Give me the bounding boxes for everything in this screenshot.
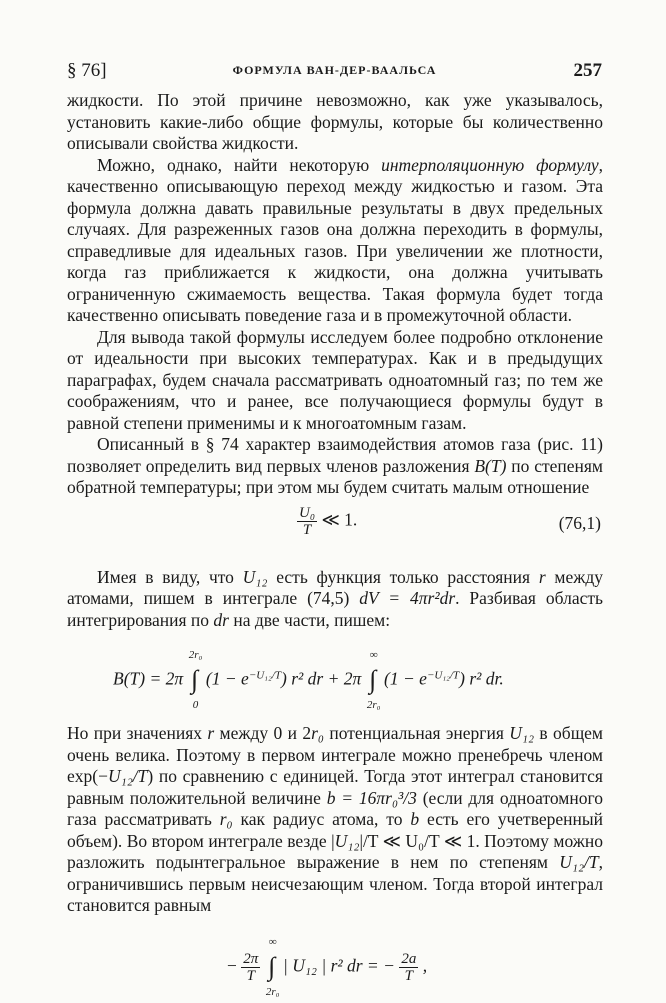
section-ref: § 76] [67, 60, 107, 81]
integral-sign: ∞ ∫ 2r₀ [265, 935, 280, 998]
page-number: 257 [573, 60, 602, 81]
fraction-u0-t: $\frac{\text{U₀}}{T}$ [299, 504, 316, 538]
emphasis-term: интерполяционную формулу [381, 154, 599, 175]
paragraph-3: Для вывода такой формулы исследуем более подробно отклонение от идеальности при высоких температурах. Как и в предыдущих параграфах, будем сначала рассматривать одноатомный газ; по тем же соображениям, что и ранее, все получающиеся формулы будут в равной степени применимы и к многоатомным газам. [67, 326, 603, 433]
integral-sign: 2r₀ ∫ 0 [188, 649, 203, 711]
paragraph-1: жидкости. По этой причине невозможно, как уже указывалось, установить какие-либо общие формулы, которые бы количественно описывали свойства жидкости. [67, 90, 603, 153]
equation-number: (76,1) [558, 512, 601, 533]
paragraph-4: Описанный в § 74 характер взаимодействия атомов газа (рис. 11) позволяет определить вид первых членов разложения B(T) по степеням обратной температуры; при этом мы будем считать малым отношение [67, 434, 603, 497]
equation-76-1: $\frac{\text{U₀}}{T}$ ≪ 1. (76,1) [299, 504, 601, 538]
integral-sign: ∞ ∫ 2r₀ [366, 649, 381, 711]
paragraph-6: Но при значениях r между 0 и 2r₀ потенциальная энергия U₁₂ в общем очень велика. Поэтому в первом интеграле можно пренебречь членом exp(−U₁₂/T) по сравнению с единицей. Тогда этот интеграл становится равным положительной величине b = 16πr₀³/3 (если для одноатомного газа рассматривать r₀ как радиус атома, то b есть его учетверенный объем). Во втором интеграле везде |U₁₂|/T ≪ U₀/T ≪ 1. Поэтому можно разложить подынтегральное выражение в нем по степеням U₁₂/T, ограничившись первым неисчезающим членом. Тогда второй интеграл становится равным [67, 723, 604, 915]
chapter-title: ФОРМУЛА ВАН-ДЕР-ВААЛЬСА [232, 63, 437, 77]
paragraph-2: Можно, однако, найти некоторую интерполяционную формулу, качественно описывающую переход между жидкостью и газом. Эта формула должна давать правильные результаты в двух предельных случаях. Для разреженных газов она должна переходить в формулы, справедливые для идеальных газов. При увеличении же плотности, когда газ приближается к жидкости, она должна учитывать ограниченную сжимаемость вещества. Такая формула будет тогда качественно описывать поведение газа и в промежуточной области. [67, 154, 604, 325]
page-body [67, 90, 603, 1003]
equation-second-integral: − $\frac{2\pi}{T}$ ∞ ∫ 2r₀ | U₁₂ | r² dr = − $\frac{2a}{T}$ , [227, 935, 428, 998]
running-header [67, 60, 602, 86]
paragraph-5: Имея в виду, что U₁₂ есть функция только расстояния r между атомами, пишем в интеграле (74,5) dV = 4πr²dr. Разбивая область интегрирования по dr на две части, пишем: [67, 566, 603, 630]
equation-B-of-T: B(T) = 2π 2r₀ ∫ 0 $(1 - e^{-U_{12}/T})$ r² dr + 2π ∞ ∫ 2r₀ $(1 - e^{-U_{12}/T})$ r² dr. [113, 649, 504, 711]
